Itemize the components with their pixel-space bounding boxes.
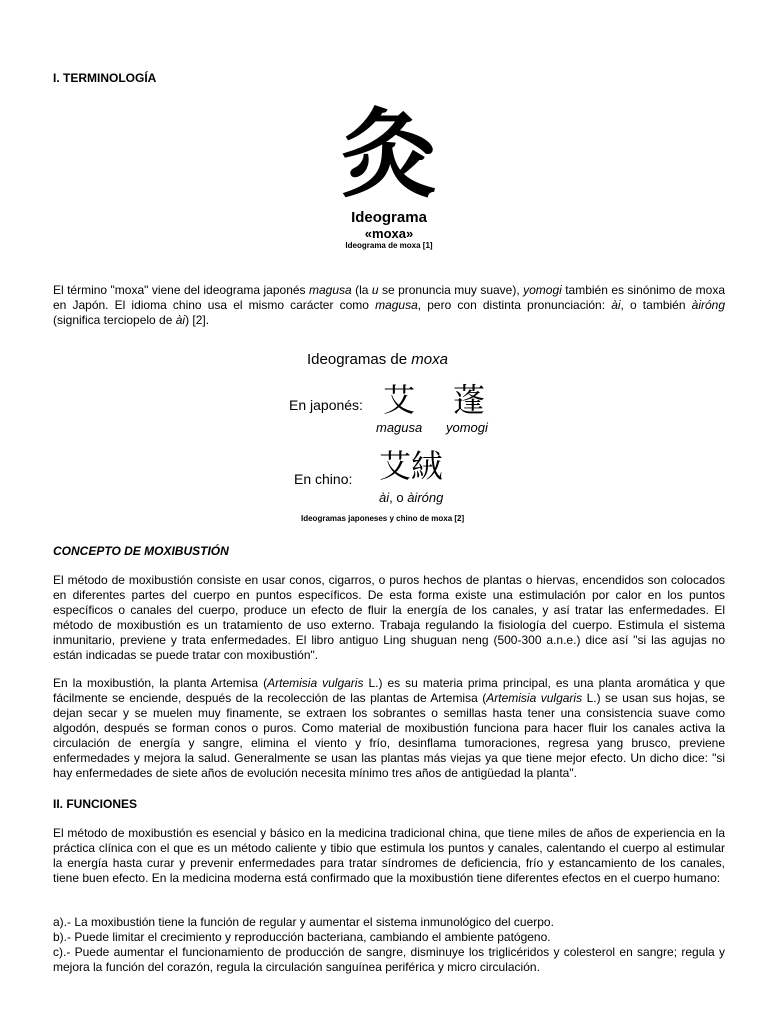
kanji-yomogi: 蓬 (453, 381, 486, 419)
italic-term: u (371, 283, 379, 297)
figure-moxa-ideogram (53, 100, 725, 251)
romaji-magusa: magusa (376, 420, 423, 435)
figure2-title (307, 352, 448, 367)
figure2-caption: Ideogramas japoneses y chino de moxa [2] (301, 514, 465, 523)
figure-title-line1: Ideograma (351, 209, 427, 226)
text-run: L.) es su materia prima principal, es una planta aromática y que fácilmente se enciende, después de la recolección de las plantas de Artemisa ( (53, 676, 725, 705)
pinyin-ai: ài (379, 490, 390, 505)
italic-term: magusa (375, 298, 418, 312)
romaji-yomogi: yomogi (446, 420, 488, 435)
kanji-magusa: 艾 (383, 381, 416, 419)
figure-title-line2: «moxa» (364, 226, 414, 241)
pinyin-line (379, 490, 443, 505)
japanese-label: En japonés: (289, 397, 363, 413)
italic-term: àiróng (691, 298, 725, 312)
section-heading-concepto: CONCEPTO DE MOXIBUSTIÓN (53, 544, 229, 558)
italic-term: magusa (308, 283, 352, 297)
text-run: El término "moxa" viene del ideograma japonés (53, 283, 309, 297)
text-run: L.) se usan sus hojas, se dejan secar y se muelen muy finamente, se extraen los sobrantes o semillas hasta tener una consistencia suave como algodón, después se forman conos o puros. Como material de moxibustión funciona para hacer fluir los canales activa la circulación de energía y sangre, elimina el viento y frío, desinflama tumoraciones, regresa yang brusco, previene enfermedades y mejora la salud. Generalmente se usan las plantas más viejas ya que tiene mejor efecto. Un dicho dice: "si hay enfermedades de siete años de evolución necesita mínimo tres años de antigüedad la planta". (53, 691, 725, 780)
text-run: En la moxibustión, la planta Artemisa ( (53, 676, 268, 690)
text-run: se pronuncia muy suave), (378, 283, 524, 297)
list-item: c).- Puede aumentar el funcionamiento de producción de sangre, disminuye los triglicéridos y colesterol en sangre; regula y mejora la función del corazón, regula la circulación sanguínea periférica y micro circulación. (53, 945, 725, 974)
text-run: (la (351, 283, 372, 297)
italic-term: Artemisia vulgaris (486, 691, 583, 705)
figure2-title-italic: moxa (411, 351, 448, 368)
chinese-label: En chino: (294, 471, 353, 487)
kanji-airong: 艾絨 (379, 447, 444, 485)
paragraph-concept-1: El método de moxibustión consiste en usar conos, cigarros, o puros hechos de plantas o hiervas, encendidos son colocados en diferentes partes del cuerpo en puntos específicos. De esta forma existe una estimulación por calor en los puntos específicos o canales del cuerpo, produce un efecto de fluir la energía de los canales, y así tratar las enfermedades. El método de moxibustión es un tratamiento de uso externo. Trabaja regulando la fisiología del cuerpo. Estimula el sistema inmunitario, previene y trata enfermedades. El libro antiguo Ling shuguan neng (500-300 a.n.e.) dice así "si las agujas no están indicadas se puede tratar con moxibustión". (53, 573, 725, 662)
text-run: (significa terciopelo de (53, 313, 176, 327)
italic-term: ài (175, 313, 186, 327)
moxa-ideogram-glyph: 灸 (341, 98, 437, 211)
italic-term: ài (611, 298, 621, 312)
text-run: , pero con distinta pronunciación: (417, 298, 612, 312)
paragraph-concept-2 (53, 676, 725, 781)
italic-term: Artemisia vulgaris (267, 676, 364, 690)
italic-term: yomogi (523, 283, 562, 297)
section-heading-funciones: II. FUNCIONES (53, 797, 138, 811)
functions-list (53, 915, 725, 975)
text-run: , o también (620, 298, 692, 312)
section-heading-terminologia: I. TERMINOLOGÍA (53, 71, 157, 85)
pinyin-airong: àiróng (407, 490, 444, 505)
paragraph-funciones: El método de moxibustión es esencial y básico en la medicina tradicional china, que tiene miles de años de experiencia en la práctica clínica con el que es un método caliente y tibio que estimula los puntos y canales, calentando el cuerpo al estimular la energía hasta curar y prevenir enfermedades para tratar síndromes de deficiencia, frío y estancamiento de los canales, tiene buen efecto. En la medicina moderna está confirmado que la moxibustión tiene diferentes efectos en el cuerpo humano: (53, 826, 725, 885)
pinyin-separator: , o (389, 490, 408, 505)
paragraph-terminology (53, 283, 725, 328)
text-run: ) [2]. (185, 313, 210, 327)
list-item: b).- Puede limitar el crecimiento y reproducción bacteriana, cambiando el ambiente patógeno. (53, 930, 551, 944)
figure-caption: Ideograma de moxa [1] (345, 241, 433, 250)
list-item: a).- La moxibustión tiene la función de regular y aumentar el sistema inmunológico del cuerpo. (53, 915, 554, 929)
text-run: también es sinónimo de moxa en Japón. El idioma chino usa el mismo carácter como (53, 283, 725, 312)
figure2-title-text: Ideogramas de (307, 351, 412, 368)
